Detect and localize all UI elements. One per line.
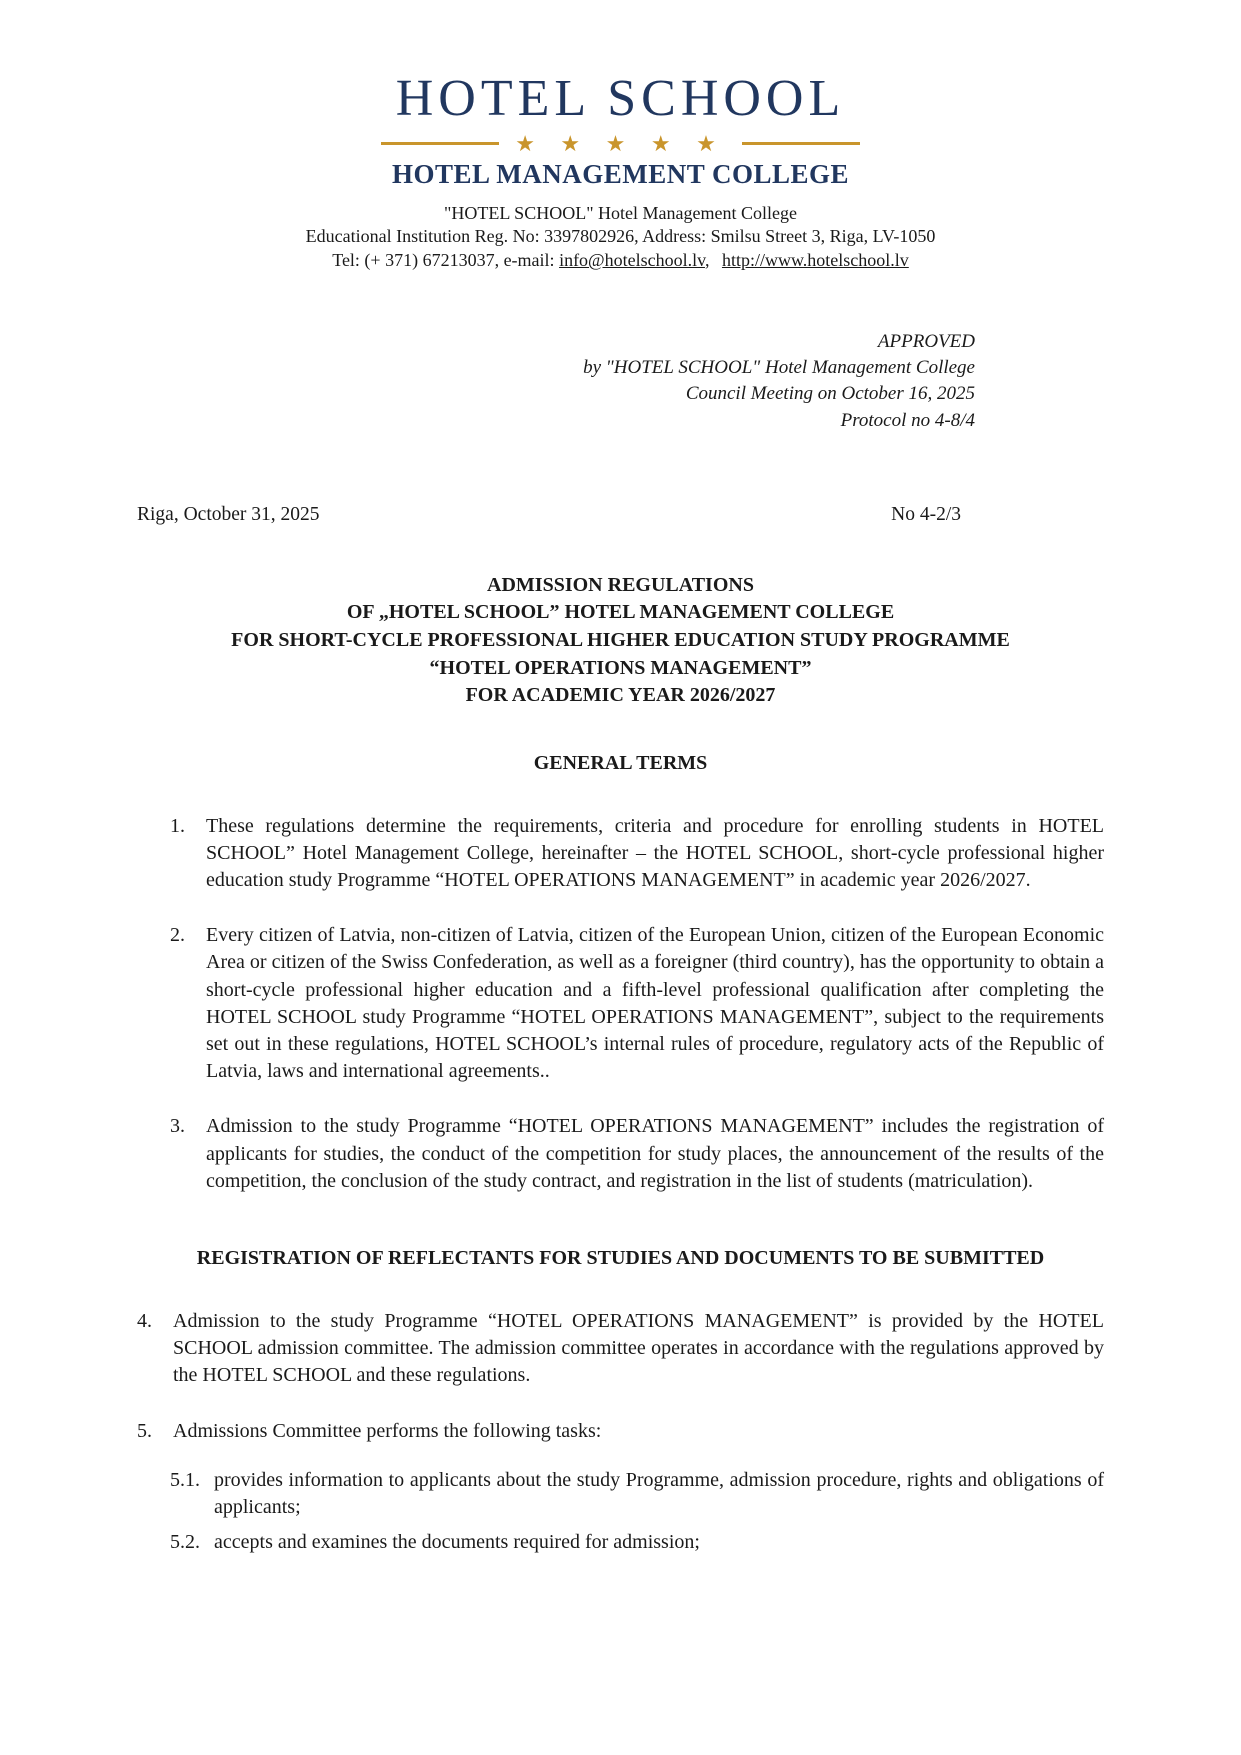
item-number: 1. [170,814,185,837]
subitem-text: provides information to applicants about the study Programme, admission procedure, rights and obligations of applicants; [214,1468,1104,1518]
dateline [137,504,1104,526]
logo-subtitle: HOTEL MANAGEMENT COLLEGE [391,158,850,189]
approval-meeting: Council Meeting on October 16, 2025 [685,383,975,405]
title-line-5: FOR ACADEMIC YEAR 2026/2027 [465,684,776,707]
approval-protocol: Protocol no 4-8/4 [840,409,975,431]
item-text: Every citizen of Latvia, non-citizen of Latvia, citizen of the European Union, citizen of the European Economic Area or citizen of the Swiss Confederation, as well as a foreigner (third country), has the opportunity to obtain a short-cycle professional higher education and a fifth-level professional qualification after completing the HOTEL SCHOOL study Programme “HOTEL OPERATIONS MANAGEMENT”, subject to the requirements set out in these regulations, HOTEL SCHOOL’s internal rules of procedure, regulatory acts of the Republic of Latvia, laws and international agreements.. [206,924,1104,1083]
title-line-2: OF „HOTEL SCHOOL” HOTEL MANAGEMENT COLLEGE [346,601,895,624]
org-name-line: "HOTEL SCHOOL" Hotel Management College [444,202,797,223]
place-date: Riga, October 31, 2025 [137,503,320,525]
email-link[interactable]: info@hotelschool.lv [559,250,705,271]
item-number: 5. [137,1419,152,1442]
website-link[interactable]: http://www.hotelschool.lv [721,250,909,271]
registration-line: Educational Institution Reg. No: 3397802926, Address: Smilsu Street 3, Riga, LV-1050 [305,226,936,247]
list-subitem-5-2 [170,1529,1104,1556]
logo-title: HOTEL SCHOOL [395,70,846,127]
item-number: 2. [170,924,185,947]
list-item-5 [137,1418,1104,1445]
section-heading-registration: REGISTRATION OF REFLECTANTS FOR STUDIES AND DOCUMENTS TO BE SUBMITTED [196,1246,1045,1269]
subitem-number: 5.2. [170,1531,200,1554]
tel-label: Tel: (+ 371) 67213037, e-mail: [332,250,560,271]
item-text: Admissions Committee performs the following tasks: [173,1419,602,1442]
approval-by: by "HOTEL SCHOOL" Hotel Management College [583,357,975,379]
contact-block [137,202,1104,273]
approval-status: APPROVED [877,330,975,352]
list-item-1 [170,813,1104,895]
subitem-text: accepts and examines the documents required for admission; [214,1531,700,1554]
logo-divider [137,130,1104,156]
list-subitem-5-1 [170,1467,1104,1521]
list-item-4 [137,1308,1104,1390]
list-item-2 [170,922,1104,1085]
contact-separator: , [704,250,714,271]
item-text: Admission to the study Programme “HOTEL OPERATIONS MANAGEMENT” is provided by the HOTEL SCHOOL admission committee. The admission committee operates in accordance with the regulations approved by the HOTEL SCHOOL and these regulations. [173,1309,1104,1387]
title-line-4: “HOTEL OPERATIONS MANAGEMENT” [429,656,812,679]
section-heading-general-terms: GENERAL TERMS [533,751,708,774]
five-stars-icon: ★ ★ ★ ★ ★ [515,130,726,156]
item-text: Admission to the study Programme “HOTEL OPERATIONS MANAGEMENT” includes the registration of applicants for studies, the conduct of the competition for study places, the announcement of the results of the competition, the conclusion of the study contract, and registration in the list of students (matriculation). [206,1115,1104,1192]
document-title [137,572,1104,710]
item-number: 4. [137,1309,152,1332]
title-line-1: ADMISSION REGULATIONS [487,573,754,596]
approval-block [137,329,1104,434]
subitem-number: 5.1. [170,1468,200,1491]
contact-line [137,249,1104,273]
list-item-3 [170,1113,1104,1195]
divider-line-right [742,142,860,145]
title-line-3: FOR SHORT-CYCLE PROFESSIONAL HIGHER EDUCATION STUDY PROGRAMME [231,628,1010,651]
item-text: These regulations determine the requirements, criteria and procedure for enrolling students in HOTEL SCHOOL” Hotel Management College, hereinafter – the HOTEL SCHOOL, short-cycle professional higher education study Programme “HOTEL OPERATIONS MANAGEMENT” in academic year 2026/2027. [206,814,1104,892]
divider-line-left [381,142,499,145]
logo [137,72,1104,190]
letterhead [137,72,1104,273]
doc-number: No 4-2/3 [891,503,961,525]
item-number: 3. [170,1115,185,1138]
